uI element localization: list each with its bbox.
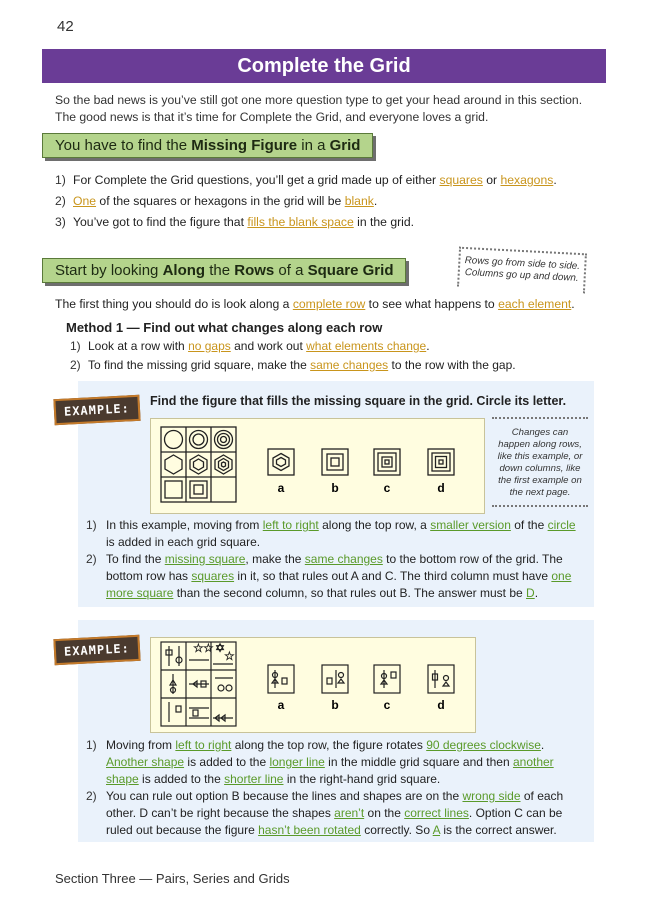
- text: than the second column, so that rules out B. The answer must be: [173, 586, 527, 600]
- heading-text: the: [205, 262, 235, 279]
- grid-diagram-1-svg: [151, 419, 486, 515]
- square-shape: [391, 672, 396, 678]
- circle-shape: [190, 431, 208, 449]
- item-number: 1): [86, 518, 97, 532]
- highlight-term: circle: [547, 518, 576, 532]
- note-line: down columns, like: [499, 463, 581, 474]
- text: in the right-hand grid square.: [283, 772, 441, 786]
- highlight-term: hasn’t been rotated: [258, 823, 361, 837]
- text: of each other. D can’t be right because the shapes: [106, 789, 564, 820]
- text: .: [540, 738, 545, 752]
- triangle-shape: [443, 682, 449, 686]
- highlight-term: another shape: [106, 755, 554, 786]
- highlight-term: left to right: [175, 738, 232, 752]
- intro-steps-list: [55, 170, 557, 233]
- highlight-term: shorter line: [224, 772, 284, 786]
- highlight-term: left to right: [262, 518, 319, 532]
- heading-text: Start by looking: [55, 262, 163, 279]
- item-text: .: [553, 173, 557, 187]
- circle-shape: [218, 685, 224, 691]
- square-shape: [327, 454, 343, 470]
- item-text: [106, 551, 586, 602]
- page-title: Complete the Grid: [42, 49, 606, 83]
- example-2-explanation: [86, 737, 586, 839]
- heading-bold: Rows: [234, 262, 275, 279]
- square-shape: [439, 460, 443, 464]
- heading-bold: Grid: [329, 137, 361, 154]
- intro-line-2: The good news is that it’s time for Complete the Grid, and everyone loves a grid.: [55, 110, 489, 124]
- item-text: You’ve got to find the figure that: [73, 215, 248, 229]
- highlight-term: 90 degrees clockwise: [426, 738, 541, 752]
- method-heading: Method 1 — Find out what changes along each row: [66, 320, 383, 335]
- grid-diagram-1: [150, 418, 485, 514]
- page-footer: Section Three — Pairs, Series and Grids: [55, 871, 290, 886]
- option-box-d[interactable]: [428, 665, 454, 693]
- item-number: 2): [86, 552, 97, 566]
- item-number: 1): [86, 738, 97, 752]
- square-shape: [436, 457, 447, 468]
- highlight-term: One: [73, 194, 97, 208]
- note-line: Changes can: [511, 427, 569, 438]
- option-letter-a: a: [277, 698, 285, 712]
- text: is added in each grid square.: [106, 535, 261, 549]
- text: The first thing you should do is look along a: [55, 297, 293, 311]
- explanation-item: [86, 788, 586, 839]
- hexagon-shape: [219, 459, 229, 471]
- item-number: 2): [55, 194, 66, 208]
- square-shape: [194, 485, 203, 494]
- square-shape: [385, 460, 389, 464]
- highlight-term: D: [526, 586, 535, 600]
- text: In this example, moving from: [106, 518, 263, 532]
- text: is the correct answer.: [440, 823, 557, 837]
- text: in it, so that rules out A and C. The third column must have: [234, 569, 552, 583]
- rows-columns-note: [457, 247, 587, 294]
- highlight-term: hexagons: [500, 173, 554, 187]
- note-line: the next page.: [509, 487, 571, 498]
- list-item: [70, 337, 516, 356]
- highlight-term: no gaps: [188, 339, 231, 353]
- star-icon: ☆: [193, 641, 204, 655]
- option-letter-b: b: [331, 698, 339, 712]
- square-shape: [190, 481, 207, 498]
- text: Moving from: [106, 738, 176, 752]
- option-box-b[interactable]: [322, 665, 348, 693]
- note-line: Columns go up and down.: [464, 267, 579, 284]
- heading-bold: Square Grid: [307, 262, 394, 279]
- list-item: [55, 191, 557, 212]
- highlight-term: A: [432, 823, 441, 837]
- hexagon-shape: [194, 459, 204, 470]
- highlight-term: smaller version: [430, 518, 511, 532]
- highlight-term: wrong side: [462, 789, 521, 803]
- highlight-term: blank: [344, 194, 374, 208]
- heading-bold: Missing Figure: [191, 137, 298, 154]
- highlight-term: Another shape: [106, 755, 185, 769]
- example-1-explanation: [86, 517, 586, 602]
- item-number: 3): [55, 215, 66, 229]
- example-label: EXAMPLE:: [53, 635, 140, 665]
- grid-outline: [161, 427, 236, 502]
- option-letter-c: c: [383, 698, 391, 712]
- square-shape: [327, 678, 332, 684]
- highlight-term: fills the blank space: [247, 215, 354, 229]
- text: You can rule out option B because the lines and shapes are on the: [106, 789, 463, 803]
- highlight-term: aren’t: [334, 806, 365, 820]
- item-number: 1): [70, 339, 81, 353]
- square-shape: [165, 481, 182, 498]
- text: on the: [364, 806, 405, 820]
- item-text: in the grid.: [353, 215, 415, 229]
- text: in the middle grid square and then: [324, 755, 513, 769]
- note-line: like this example, or: [497, 451, 583, 462]
- heading-text: You have to find the: [55, 137, 192, 154]
- square-shape: [432, 453, 450, 471]
- square-shape: [378, 453, 396, 471]
- item-text: .: [426, 339, 430, 353]
- heading-text: of a: [274, 262, 308, 279]
- page-number: 42: [57, 18, 74, 35]
- intro-paragraph: [55, 92, 615, 126]
- heading-text: in a: [297, 137, 330, 154]
- option-box-a[interactable]: [268, 665, 294, 693]
- text: To find the: [106, 552, 165, 566]
- highlight-term: one more square: [106, 569, 572, 600]
- text: . Option C can be ruled out because the figure: [106, 806, 563, 837]
- note-line: the first example on: [498, 475, 582, 486]
- circle-shape: [218, 434, 230, 446]
- text: along the top row, the figure rotates: [231, 738, 427, 752]
- text: .: [571, 297, 575, 311]
- highlight-term: longer line: [269, 755, 325, 769]
- item-number: 2): [86, 789, 97, 803]
- circle-shape: [444, 676, 449, 681]
- item-text: [106, 788, 586, 839]
- highlight-term: each element: [498, 297, 572, 311]
- option-letter-b: b: [331, 481, 339, 495]
- square-shape: [331, 458, 339, 466]
- hexagon-shape: [165, 455, 182, 474]
- option-letter-d: d: [437, 698, 445, 712]
- item-text: Look at a row with: [88, 339, 189, 353]
- item-text: To find the missing grid square, make the: [88, 358, 311, 372]
- list-item: [70, 356, 516, 375]
- hexagon-shape: [190, 455, 207, 474]
- highlight-term: complete row: [292, 297, 366, 311]
- star-icon: ☆: [203, 641, 214, 655]
- text: , make the: [245, 552, 305, 566]
- question-text: Find the figure that fills the missing square in the grid. Circle its letter.: [150, 394, 567, 408]
- option-box-c[interactable]: [374, 665, 400, 693]
- option-letter-c: c: [383, 481, 391, 495]
- square-shape: [382, 457, 392, 467]
- item-text: of the squares or hexagons in the grid will be: [96, 194, 345, 208]
- option-letter-d: d: [437, 481, 445, 495]
- note-line: Rows go from side to side.: [464, 254, 581, 273]
- circle-shape: [339, 673, 344, 678]
- item-text: and work out: [230, 339, 307, 353]
- hexagon-shape: [273, 454, 289, 471]
- circle-shape: [226, 685, 232, 691]
- item-text: or: [482, 173, 501, 187]
- item-text: [106, 737, 586, 788]
- star-icon: ✡: [215, 641, 226, 655]
- example-label: EXAMPLE:: [53, 395, 140, 425]
- note-line: happen along rows,: [498, 439, 582, 450]
- highlight-term: correct lines: [404, 806, 469, 820]
- section-heading-rows: [42, 258, 406, 283]
- square-shape: [282, 678, 287, 684]
- intro-line-1: So the bad news is you’ve still got one more question type to get your head around in this section.: [55, 93, 583, 107]
- circle-shape: [221, 437, 227, 443]
- text: is added to the: [184, 755, 270, 769]
- highlight-term: same changes: [310, 358, 389, 372]
- item-text: For Complete the Grid questions, you’ll get a grid made up of either: [73, 173, 440, 187]
- circle-shape: [193, 434, 204, 445]
- text: is added to the: [138, 772, 225, 786]
- explanation-item: [86, 737, 586, 788]
- changes-side-note: [492, 417, 588, 507]
- list-item: [55, 170, 557, 191]
- heading-bold: Along: [162, 262, 206, 279]
- highlight-term: squares: [439, 173, 483, 187]
- grid-diagram-2: [150, 637, 476, 733]
- highlight-term: same changes: [304, 552, 383, 566]
- square-shape: [193, 710, 198, 716]
- first-thing-sentence: [55, 297, 575, 311]
- item-number: 1): [55, 173, 66, 187]
- star-icon: ☆: [224, 649, 235, 663]
- circle-shape: [165, 431, 183, 449]
- text: along the top row, a: [318, 518, 431, 532]
- item-number: 2): [70, 358, 81, 372]
- square-shape: [176, 706, 181, 712]
- highlight-term: what elements change: [306, 339, 427, 353]
- explanation-item: [86, 517, 586, 551]
- hexagon-shape: [277, 458, 286, 467]
- list-item: [55, 212, 557, 233]
- text: .: [534, 586, 539, 600]
- hexagon-shape: [222, 462, 226, 467]
- text: of the: [510, 518, 548, 532]
- item-text: to the row with the gap.: [388, 358, 516, 372]
- method-steps-list: [70, 337, 516, 375]
- item-text: [106, 517, 586, 551]
- option-box-b[interactable]: [322, 449, 348, 475]
- explanation-item: [86, 551, 586, 602]
- text: to the bottom row of the grid. The bottom row has: [106, 552, 563, 583]
- highlight-term: squares: [191, 569, 235, 583]
- highlight-term: missing square: [164, 552, 246, 566]
- grid-diagram-2-svg: [151, 638, 477, 734]
- triangle-shape: [338, 679, 344, 683]
- text: correctly. So: [360, 823, 433, 837]
- option-letter-a: a: [277, 481, 285, 495]
- item-text: .: [373, 194, 378, 208]
- text: to see what happens to: [365, 297, 499, 311]
- section-heading-missing-figure: [42, 133, 373, 158]
